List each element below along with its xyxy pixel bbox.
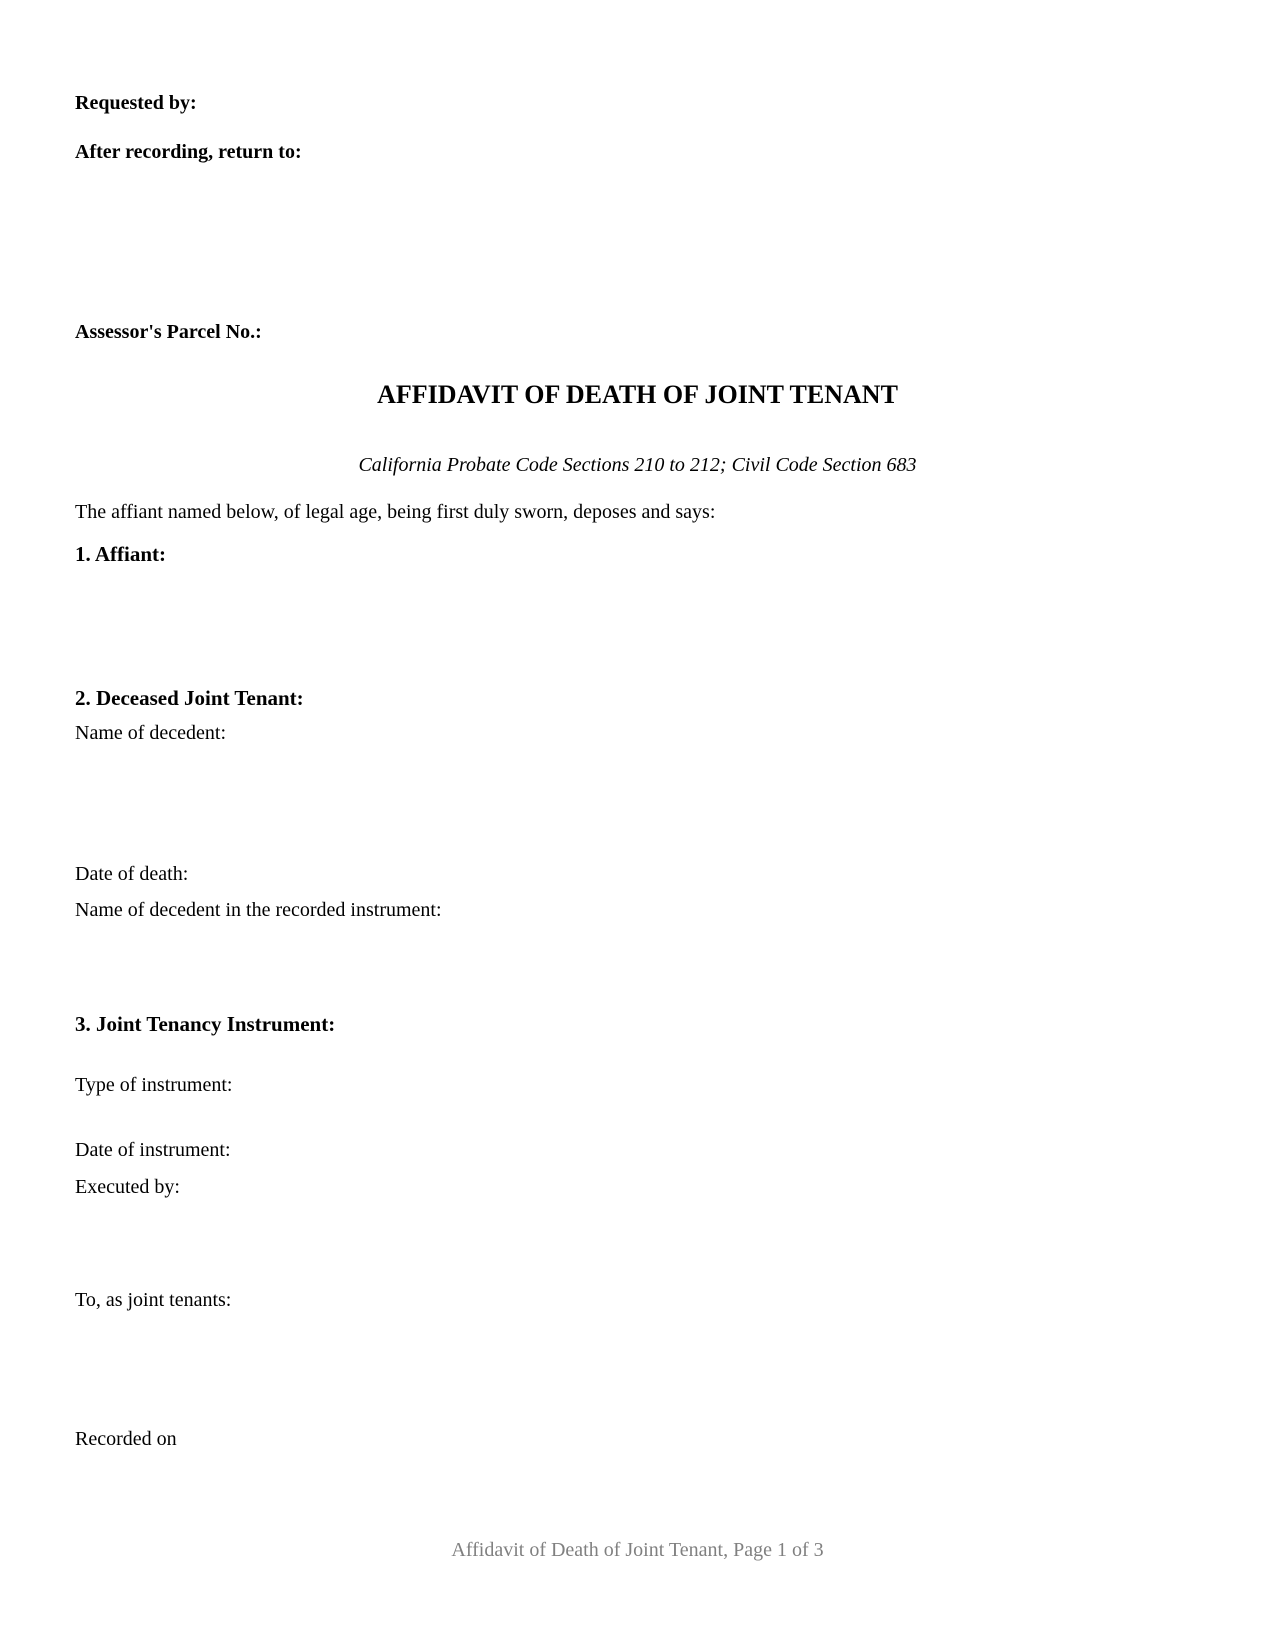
recorded-on-label: Recorded on: [75, 1428, 177, 1450]
page-footer: Affidavit of Death of Joint Tenant, Page 1 of 3: [451, 1539, 824, 1561]
executed-by-label: Executed by:: [75, 1176, 180, 1198]
section-instrument-heading: 3. Joint Tenancy Instrument:: [75, 1012, 336, 1036]
document-subtitle: California Probate Code Sections 210 to 212; Civil Code Section 683: [358, 454, 917, 476]
parcel-number-label: Assessor's Parcel No.:: [75, 321, 262, 343]
instrument-date-label: Date of instrument:: [75, 1139, 231, 1161]
intro-paragraph: The affiant named below, of legal age, being first duly sworn, deposes and says:: [75, 501, 716, 523]
return-to-label: After recording, return to:: [75, 141, 302, 163]
section-deceased-heading: 2. Deceased Joint Tenant:: [75, 686, 304, 710]
date-of-death-label: Date of death:: [75, 863, 189, 885]
document-title: AFFIDAVIT OF DEATH OF JOINT TENANT: [377, 380, 898, 409]
joint-tenants-label: To, as joint tenants:: [75, 1289, 232, 1311]
decedent-name-label: Name of decedent:: [75, 722, 227, 744]
instrument-type-label: Type of instrument:: [75, 1074, 233, 1096]
decedent-recorded-name-label: Name of decedent in the recorded instrument:: [75, 899, 442, 921]
requested-by-label: Requested by:: [75, 92, 197, 114]
section-affiant-heading: 1. Affiant:: [75, 542, 166, 566]
